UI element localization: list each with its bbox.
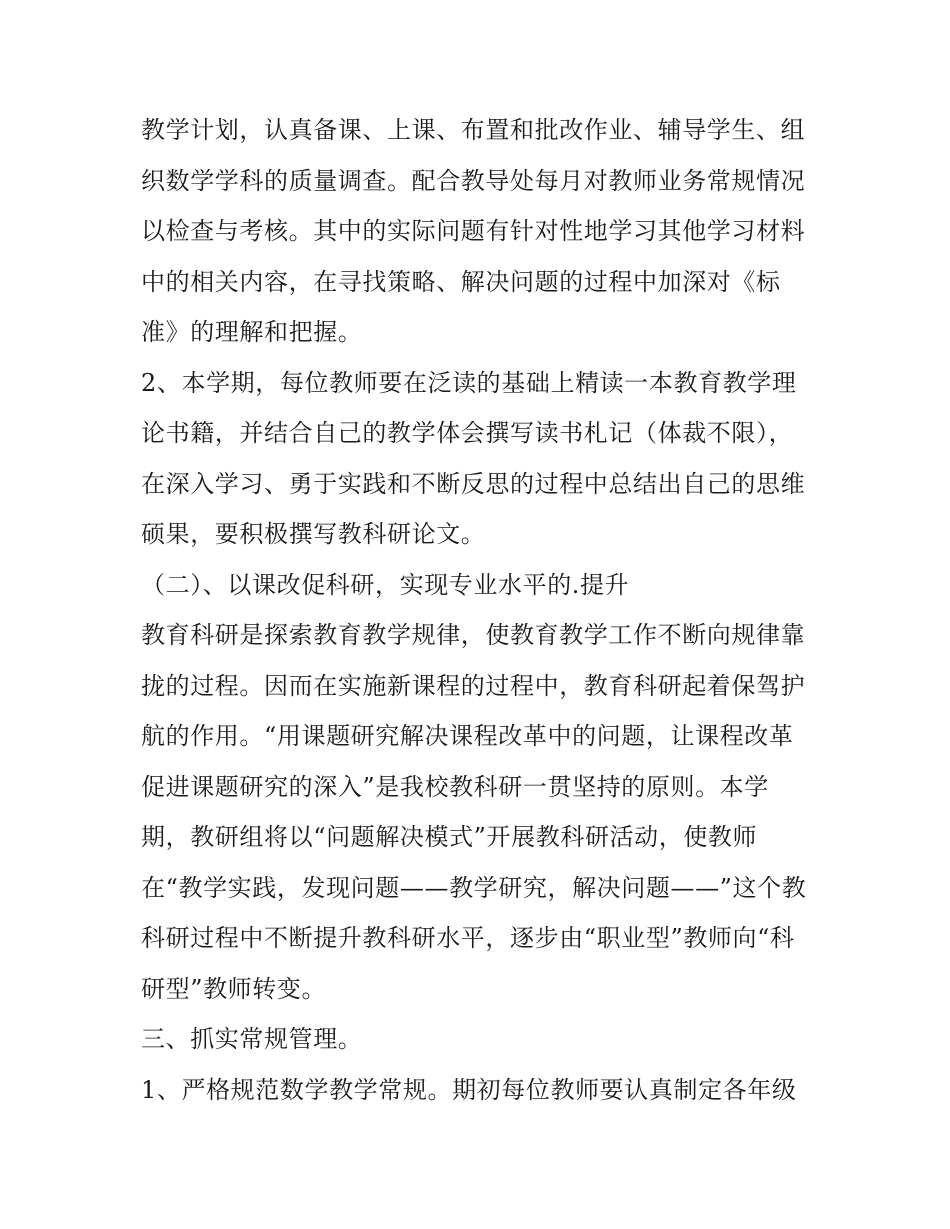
text-line: 研型”教师转变。 [141, 974, 327, 1003]
text-line: 以检查与考核。其中的实际问题有针对性地学习其他学习材料 [141, 217, 806, 245]
text-line: 论书籍，并结合自己的教学体会撰写读书札记（体裁不限）， [141, 419, 794, 447]
text-line: 2、本学期，每位教师要在泛读的基础上精读一本教育教学理 [141, 368, 797, 397]
text-line: 1、严格规范数学教学常规。期初每位教师要认真制定各年级 [141, 1075, 797, 1104]
section-heading: （二）、以课改促科研，实现专业水平的.提升 [141, 570, 630, 599]
text-line: 在“教学实践，发现问题——教学研究，解决问题——”这个教 [141, 873, 807, 902]
section-heading: 三、抓实常规管理。 [141, 1025, 363, 1053]
text-line: 促进课题研究的深入”是我校教科研一贯坚持的原则。本学 [141, 772, 769, 801]
text-line: 教学计划，认真备课、上课、布置和批改作业、辅导学生、组 [141, 116, 806, 144]
text-line: 中的相关内容，在寻找策略、解决问题的过程中加深对《标 [141, 267, 781, 296]
document-body [141, 105, 821, 1115]
text-line: 科研过程中不断提升教科研水平，逐步由“职业型”教师向“科 [141, 924, 795, 952]
text-line: 教育科研是探索教育教学规律，使教育教学工作不断向规律靠 [141, 621, 806, 649]
text-line: 拢的过程。因而在实施新课程的过程中，教育科研起着保驾护 [141, 671, 806, 700]
text-line: 在深入学习、勇于实践和不断反思的过程中总结出自己的思维 [141, 469, 806, 498]
text-line: 硕果，要积极撰写教科研论文。 [141, 520, 486, 548]
text-line: 织数学学科的质量调查。配合教导处每月对教师业务常规情况 [141, 166, 806, 195]
text-line: 准》的理解和把握。 [141, 318, 363, 346]
text-line: 期，教研组将以“问题解决模式”开展教科研活动，使教师 [141, 823, 758, 851]
text-line: 航的作用。“用课题研究解决课程改革中的问题，让课程改革 [141, 722, 794, 750]
